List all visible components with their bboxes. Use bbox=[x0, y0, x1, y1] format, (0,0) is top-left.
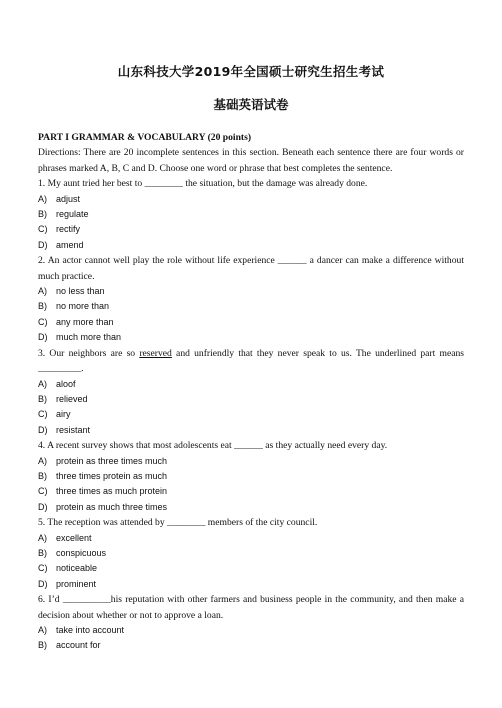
option-letter: D) bbox=[38, 501, 48, 512]
option-text: no more than bbox=[56, 301, 110, 312]
option-letter: A) bbox=[38, 625, 47, 635]
option-text: take into account bbox=[56, 625, 125, 635]
option-text: relieved bbox=[56, 393, 88, 404]
answer-option bbox=[38, 330, 464, 345]
part-heading: PART I GRAMMAR & VOCABULARY (20 points) bbox=[38, 132, 252, 143]
option-text: noticeable bbox=[56, 563, 98, 574]
option-letter: A) bbox=[38, 455, 47, 466]
option-text: amend bbox=[56, 239, 84, 250]
answer-option bbox=[38, 454, 464, 469]
option-letter: A) bbox=[38, 532, 47, 543]
answer-option bbox=[38, 638, 464, 653]
answer-option bbox=[38, 469, 464, 484]
option-letter: D) bbox=[38, 239, 48, 250]
answer-option bbox=[38, 484, 464, 499]
option-text: account for bbox=[56, 640, 101, 651]
question-text-start: 3. Our neighbors are so bbox=[38, 347, 140, 359]
question-text: 2. An actor cannot well play the role without life experience ______ a dancer can make a difference without much practice. bbox=[38, 255, 464, 282]
question-block bbox=[38, 515, 464, 592]
option-letter: D) bbox=[38, 424, 48, 435]
answer-option bbox=[38, 500, 464, 515]
answer-option bbox=[38, 284, 464, 299]
answer-option bbox=[38, 238, 464, 253]
question-block bbox=[38, 592, 464, 654]
question-text: 1. My aunt tried her best to ________ the situation, but the damage was already done. bbox=[38, 178, 368, 190]
option-text: resistant bbox=[56, 424, 91, 435]
option-letter: C) bbox=[38, 224, 48, 235]
question-text bbox=[38, 346, 464, 377]
option-letter: B) bbox=[38, 393, 47, 404]
option-letter: A) bbox=[38, 378, 47, 389]
option-letter: B) bbox=[38, 301, 47, 312]
option-letter: B) bbox=[38, 547, 47, 558]
option-letter: B) bbox=[38, 640, 47, 651]
option-text: rectify bbox=[56, 224, 81, 235]
answer-option bbox=[38, 207, 464, 222]
answer-option bbox=[38, 623, 464, 638]
option-letter: C) bbox=[38, 563, 48, 574]
answer-option bbox=[38, 577, 464, 592]
document-title: 山东科技大学2019年全国硕士研究生招生考试 bbox=[117, 64, 385, 79]
answer-option bbox=[38, 315, 464, 330]
directions-paragraph: Directions: There are 20 incomplete sentences in this section. Beneath each sentence there are four words or phrases marked A, B, C and D. Choose one word or phrase that best completes the sentence. bbox=[38, 147, 464, 174]
answer-option bbox=[38, 299, 464, 314]
question-block bbox=[38, 176, 464, 253]
option-letter: B) bbox=[38, 209, 47, 220]
option-text: airy bbox=[56, 409, 71, 420]
option-letter: A) bbox=[38, 193, 47, 204]
option-text: prominent bbox=[56, 578, 97, 589]
option-letter: C) bbox=[38, 486, 48, 497]
question-text: 4. A recent survey shows that most adolescents eat ______ as they actually need every day. bbox=[38, 440, 388, 452]
option-text: no less than bbox=[56, 286, 105, 297]
underlined-word: reserved bbox=[139, 347, 172, 359]
option-text: protein as three times much bbox=[56, 455, 168, 466]
option-text: three times protein as much bbox=[56, 470, 168, 481]
answer-option bbox=[38, 392, 464, 407]
option-letter: D) bbox=[38, 332, 48, 343]
option-text: much more than bbox=[56, 332, 122, 343]
option-text: adjust bbox=[56, 193, 81, 204]
option-text: three times as much protein bbox=[56, 486, 168, 497]
option-letter: C) bbox=[38, 409, 48, 420]
answer-option bbox=[38, 561, 464, 576]
answer-option bbox=[38, 222, 464, 237]
question-text-end: and unfriendly that they never speak to us. The underlined part means _________. bbox=[38, 347, 464, 375]
question-text: 5. The reception was attended by ________ members of the city council. bbox=[38, 517, 318, 529]
option-letter: D) bbox=[38, 578, 48, 589]
answer-option bbox=[38, 377, 464, 392]
option-text: any more than bbox=[56, 316, 114, 327]
question-block bbox=[38, 253, 464, 345]
answer-option bbox=[38, 531, 464, 546]
exam-content bbox=[38, 130, 464, 654]
option-text: protein as much three times bbox=[56, 501, 168, 512]
answer-option bbox=[38, 423, 464, 438]
answer-option bbox=[38, 546, 464, 561]
option-text: excellent bbox=[56, 532, 92, 543]
option-letter: B) bbox=[38, 470, 47, 481]
option-letter: C) bbox=[38, 316, 48, 327]
option-letter: A) bbox=[38, 286, 47, 297]
option-text: aloof bbox=[56, 378, 76, 389]
document-subtitle: 基础英语试卷 bbox=[213, 97, 289, 112]
question-block bbox=[38, 438, 464, 515]
answer-option bbox=[38, 192, 464, 207]
option-text: conspicuous bbox=[56, 547, 107, 558]
question-block bbox=[38, 346, 464, 438]
option-text: regulate bbox=[56, 209, 89, 220]
answer-option bbox=[38, 407, 464, 422]
question-text: 6. I’d __________his reputation with other farmers and business people in the community, and then make a decision about whether or not to approve a loan. bbox=[38, 594, 464, 621]
